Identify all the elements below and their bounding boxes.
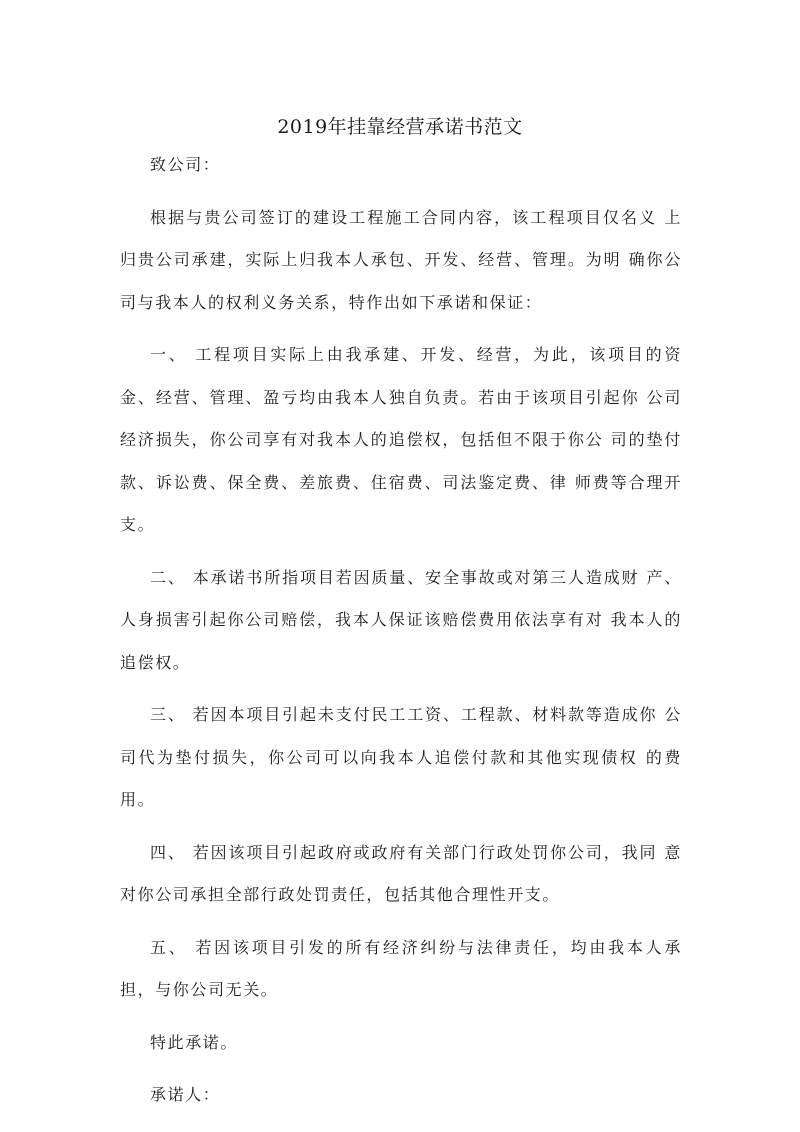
paragraph-clause-4: 四、 若因该项目引起政府或政府有关部门行政处罚你公司，我同 意对你公司承担全部行政处罚责任，包括其他合理性开支。 <box>120 842 682 904</box>
paragraph-clause-2: 二、 本承诺书所指项目若因质量、安全事故或对第三人造成财 产、人身损害引起你公司赔偿，我本人保证该赔偿费用依法享有对 我本人的追偿权。 <box>120 567 682 672</box>
paragraph-clause-3: 三、 若因本项目引起未支付民工工资、工程款、材料款等造成你 公司代为垫付损失，你公司可以向我本人追偿付款和其他实现债权 的费用。 <box>120 705 682 809</box>
paragraph-clause-1: 一、 工程项目实际上由我承建、开发、经营，为此，该项目的资 金、经营、管理、盈亏均由我本人独自负责。若由于该项目引起你 公司经济损失，你公司享有对我本人的追偿权，包括但不限于你公 司的垫付款、诉讼费、保全费、差旅费、住宿费、司法鉴定费、律 师费等合理开支。 <box>120 345 682 534</box>
closing-statement: 特此承诺。 <box>150 1032 239 1052</box>
paragraph-clause-5: 五、 若因该项目引发的所有经济纠纷与法律责任，均由我本人承 担，与你公司无关。 <box>120 937 682 999</box>
document-body <box>120 144 682 1117</box>
signature-label: 承诺人： <box>150 1085 221 1104</box>
paragraph-intro: 根据与贵公司签订的建设工程施工合同内容，该工程项目仅名义 上归贵公司承建，实际上归我本人承包、开发、经营、管理。为明 确你公司与我本人的权利义务关系，特作出如下承诺和保证： <box>120 207 682 312</box>
document-title: 2019年挂靠经营承诺书范文 <box>277 116 523 138</box>
salutation: 致公司： <box>150 155 221 174</box>
